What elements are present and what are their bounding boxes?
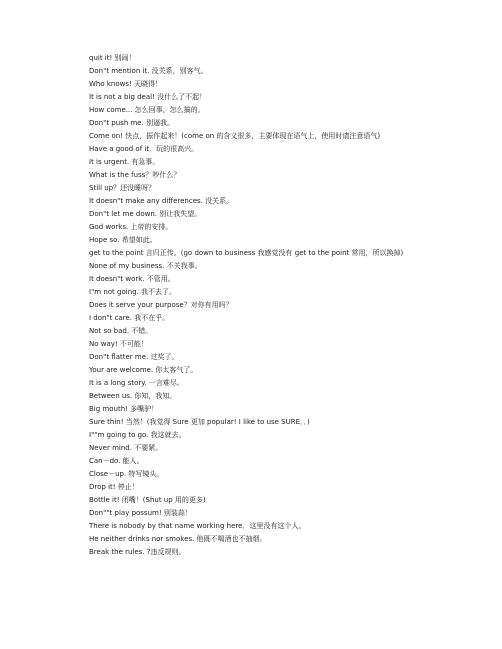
phrase-line: Hope so. 希望如此。 — [89, 236, 157, 244]
phrase-line: What is the fuss？吵什么？ — [89, 171, 181, 179]
phrase-line: It is a long story. 一言难尽。 — [89, 379, 184, 387]
phrase-line: How come... 怎么回事，怎么搞的。 — [89, 106, 205, 114]
phrase-line: It is urgent. 有急事。 — [89, 158, 160, 166]
phrase-line: I"m not going. 我不去了。 — [89, 288, 177, 296]
phrase-list — [78, 52, 428, 559]
phrase-line: Between us. 你知，我知。 — [89, 392, 177, 400]
phrase-line: It doesn"t make any differences. 没关系。 — [89, 197, 234, 205]
phrase-line: It is not a big deal! 没什么了不起！ — [89, 93, 207, 101]
phrase-line: Bottle it! 闭嘴！(Shut up 用的更多) — [89, 496, 206, 504]
phrase-line: Does it serve your purpose？对你有用吗？ — [89, 301, 233, 309]
phrase-line: Who knows! 天晓得！ — [89, 80, 163, 88]
phrase-line: I don"t care. 我不在乎。 — [89, 314, 170, 322]
phrase-line: Have a good of it．玩的很高兴。 — [89, 145, 199, 153]
phrase-line: There is nobody by that name working here．这里没有这个人。 — [89, 522, 306, 530]
phrase-line: Don"t push me. 别逼我。 — [89, 119, 175, 127]
phrase-line: None of my business. 不关我事。 — [89, 262, 202, 270]
phrase-line: Drop it! 停止！ — [89, 483, 139, 491]
phrase-line: God works. 上帝的安排。 — [89, 223, 173, 231]
phrase-line: Come on! 快点，振作起来！(come on 的含义很多，主要体现在语气上，使用时请注意语气) — [89, 132, 381, 140]
phrase-line: He neither drinks nor smokes. 他既不喝酒也不抽烟。 — [89, 535, 267, 543]
phrase-line: Big mouth! 多嘴驴！ — [89, 405, 159, 413]
phrase-line: Still up？还没睡呀？ — [89, 184, 156, 192]
phrase-line: Not so bad. 不错。 — [89, 327, 153, 335]
phrase-line: Close－up. 特写镜头。 — [89, 470, 164, 478]
phrase-line: Don""t play possum! 别装蒜！ — [89, 509, 192, 517]
phrase-line: No way! 不可能！ — [89, 340, 148, 348]
phrase-line: Don"t mention it. 没关系，别客气。 — [89, 67, 208, 75]
phrase-line: It doesn"t work. 不管用。 — [89, 275, 175, 283]
phrase-line: quit it! 别闹！ — [89, 54, 136, 62]
phrase-line: Break the rules. ?违反规则。 — [89, 548, 186, 556]
phrase-line: Don"t flatter me. 过奖了。 — [89, 353, 179, 361]
phrase-line: Sure thin! 当然！(我觉得 Sure 更加 popular! I like to use SURE．．) — [89, 418, 310, 426]
phrase-line: I""m going to go. 我这就去。 — [89, 431, 186, 439]
phrase-line: Never mind. 不要紧。 — [89, 444, 163, 452]
phrase-line: Your are welcome. 你太客气了。 — [89, 366, 198, 374]
phrase-line: Don"t let me down. 别让我失望。 — [89, 210, 202, 218]
phrase-line: Can－do. 能人。 — [89, 457, 144, 465]
phrase-line: get to the point 言归正传。(go down to business 我感觉没有 get to the point 常用，所以换掉) — [89, 249, 404, 257]
